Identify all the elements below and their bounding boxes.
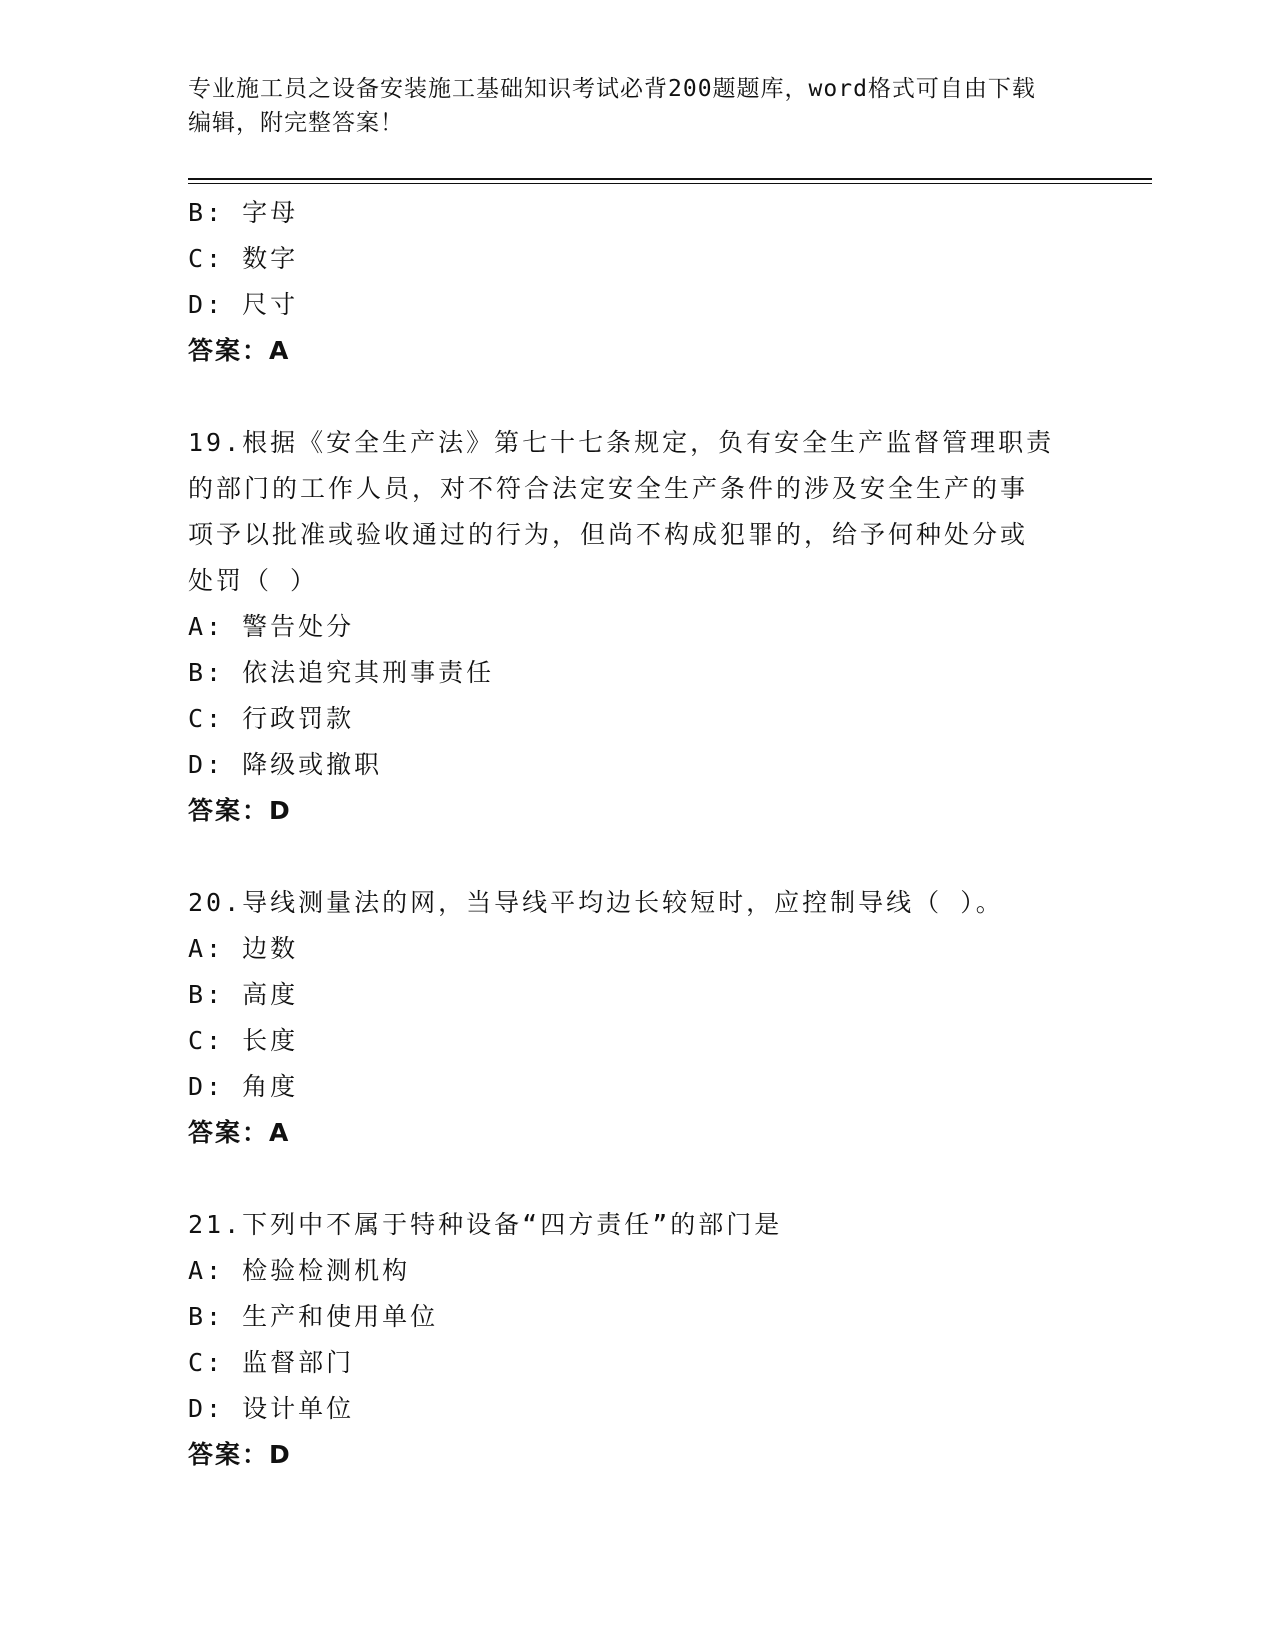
- option-d: D: 降级或撤职: [188, 750, 383, 779]
- option-b: B: 依法追究其刑事责任: [188, 658, 495, 687]
- option-b: B: 字母: [188, 198, 299, 227]
- header-rule-thin: [188, 183, 1152, 184]
- answer-line: 答案：A: [188, 336, 291, 365]
- option-c: C: 数字: [188, 244, 299, 273]
- option-d: D: 尺寸: [188, 290, 299, 319]
- question-stem-line: 20.导线测量法的网，当导线平均边长较短时，应控制导线（ ）。: [188, 888, 1004, 917]
- option-c: C: 监督部门: [188, 1348, 355, 1377]
- question-stem-line: 21.下列中不属于特种设备“四方责任”的部门是: [188, 1210, 783, 1239]
- question-stem-line: 处罚（ ）: [188, 566, 319, 595]
- option-d: D: 角度: [188, 1072, 299, 1101]
- question-stem-line: 项予以批准或验收通过的行为，但尚不构成犯罪的，给予何种处分或: [188, 520, 1029, 549]
- question-content: [188, 190, 1088, 1478]
- page-header: [188, 72, 1078, 140]
- option-b: B: 高度: [188, 980, 299, 1009]
- question-20-block: [188, 880, 1088, 1156]
- option-a: A: 检验检测机构: [188, 1256, 411, 1285]
- question-spacer: [188, 374, 1088, 420]
- option-a: A: 边数: [188, 934, 299, 963]
- header-line-1: 专业施工员之设备安装施工基础知识考试必背200题题库，word格式可自由下载: [188, 76, 1036, 102]
- option-b: B: 生产和使用单位: [188, 1302, 439, 1331]
- option-a: A: 警告处分: [188, 612, 355, 641]
- question-21-block: [188, 1202, 1088, 1478]
- question-19-block: [188, 420, 1088, 834]
- answer-line: 答案：D: [188, 796, 292, 825]
- option-c: C: 长度: [188, 1026, 299, 1055]
- option-d: D: 设计单位: [188, 1394, 355, 1423]
- header-rule-thick: [188, 178, 1152, 180]
- answer-line: 答案：D: [188, 1440, 292, 1469]
- option-c: C: 行政罚款: [188, 704, 355, 733]
- question-stem-line: 的部门的工作人员，对不符合法定安全生产条件的涉及安全生产的事: [188, 474, 1029, 503]
- question-stem-line: 19.根据《安全生产法》第七十七条规定，负有安全生产监督管理职责: [188, 428, 1055, 457]
- question-spacer: [188, 1156, 1088, 1202]
- question-18-block: [188, 190, 1088, 374]
- header-line-2: 编辑，附完整答案！: [188, 110, 404, 136]
- answer-line: 答案：A: [188, 1118, 291, 1147]
- question-spacer: [188, 834, 1088, 880]
